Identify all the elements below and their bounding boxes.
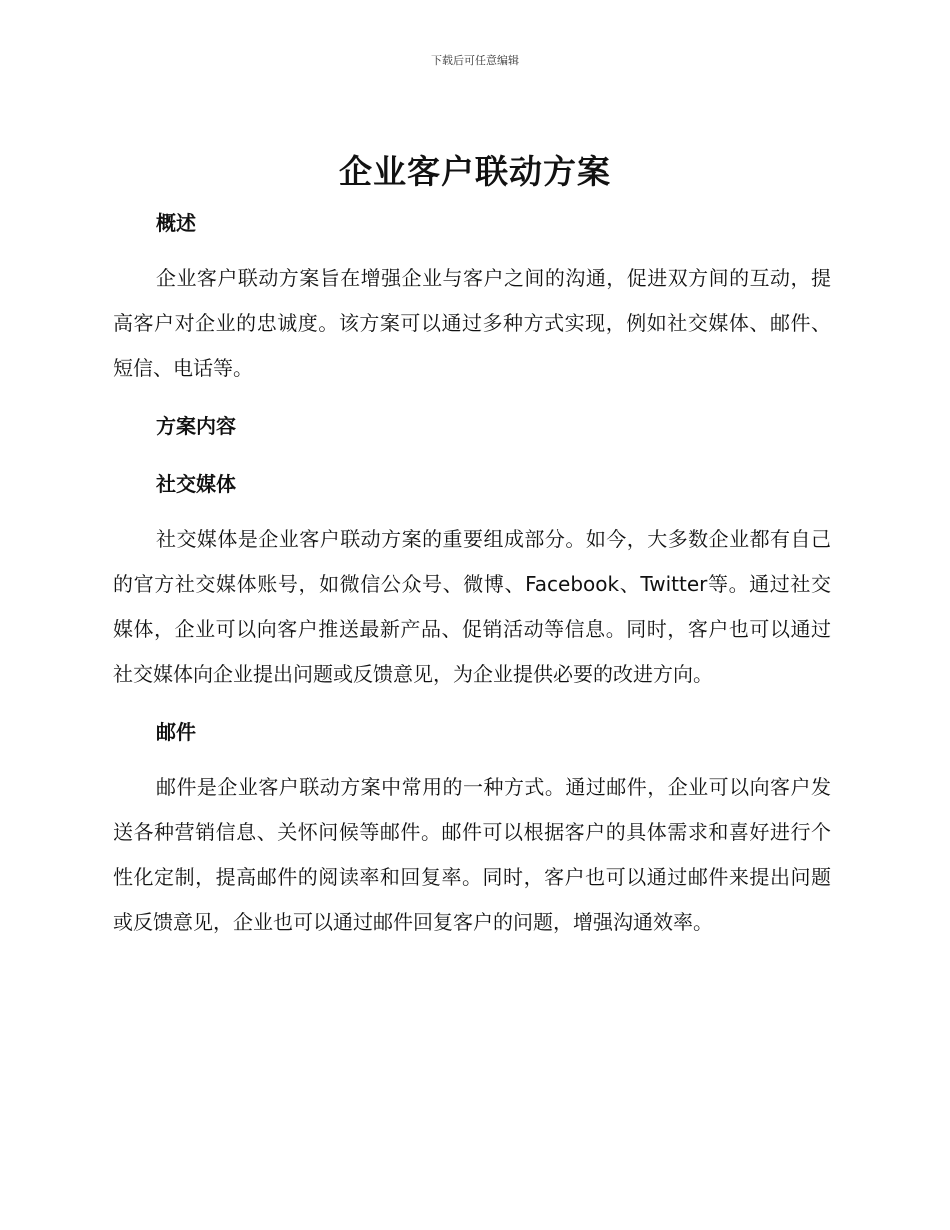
document-body (113, 200, 831, 945)
section-heading-overview: 概述 (156, 211, 196, 235)
paragraph-email: 邮件是企业客户联动方案中常用的一种方式。通过邮件，企业可以向客户发送各种营销信息、关怀问候等邮件。邮件可以根据客户的具体需求和喜好进行个性化定制，提高邮件的阅读率和回复率。同时，客户也可以通过邮件来提出问题或反馈意见，企业也可以通过邮件回复客户的问题，增强沟通效率。 (113, 775, 831, 934)
section-heading-email: 邮件 (156, 720, 196, 744)
document-title: 企业客户联动方案 (339, 152, 611, 191)
section-heading-content: 方案内容 (156, 414, 236, 438)
page-header-note: 下载后可任意编辑 (431, 54, 519, 67)
paragraph-overview: 企业客户联动方案旨在增强企业与客户之间的沟通，促进双方间的互动，提高客户对企业的忠诚度。该方案可以通过多种方式实现，例如社交媒体、邮件、短信、电话等。 (113, 266, 831, 380)
paragraph-social-media: 社交媒体是企业客户联动方案的重要组成部分。如今，大多数企业都有自己的官方社交媒体账号，如微信公众号、微博、Facebook、Twitter等。通过社交媒体，企业可以向客户推送最新产品、促销活动等信息。同时，客户也可以通过社交媒体向企业提出问题或反馈意见，为企业提供必要的改进方向。 (113, 527, 831, 686)
section-heading-social-media: 社交媒体 (156, 472, 236, 496)
